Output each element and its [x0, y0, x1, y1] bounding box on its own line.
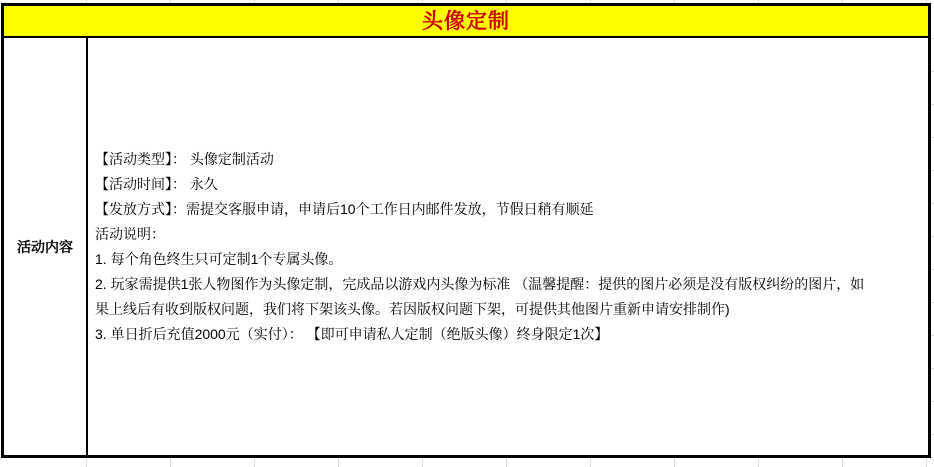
content-line-rule-3: 3. 单日折后充值2000元（实付）： 【即可申请私人定制（绝版头像）终身限定1次】: [95, 325, 609, 342]
table-title: 头像定制: [422, 9, 510, 33]
content-line-description-heading: 活动说明：: [95, 225, 165, 242]
content-line-rule-1: 1. 每个角色终生只可定制1个专属头像。: [95, 250, 343, 267]
activity-content-cell[interactable]: [88, 38, 928, 455]
content-line-delivery-method: 【发放方式】：需提交客服申请，申请后10个工作日内邮件发放，节假日稍有顺延: [95, 200, 594, 217]
row-label: 活动内容: [17, 238, 73, 255]
content-line-rule-2: 2. 玩家需提供1张人物图作为头像定制，完成品以游戏内头像为标准 （温馨提醒：提供的图片必须是没有版权纠纷的图片，如: [95, 275, 865, 292]
table-header-cell[interactable]: [4, 6, 928, 38]
spreadsheet-gridlines-bottom: [3, 458, 931, 467]
row-label-cell[interactable]: [4, 38, 88, 455]
table-body-row: [4, 38, 928, 455]
content-line-rule-2-continued: 果上线后有收到版权问题，我们将下架该头像。若因版权问题下架，可提供其他图片重新申请安排制作): [95, 300, 730, 317]
activity-table: [1, 3, 931, 458]
content-line-activity-time: 【活动时间】： 永久: [95, 175, 218, 192]
content-line-activity-type: 【活动类型】： 头像定制活动: [95, 150, 274, 167]
